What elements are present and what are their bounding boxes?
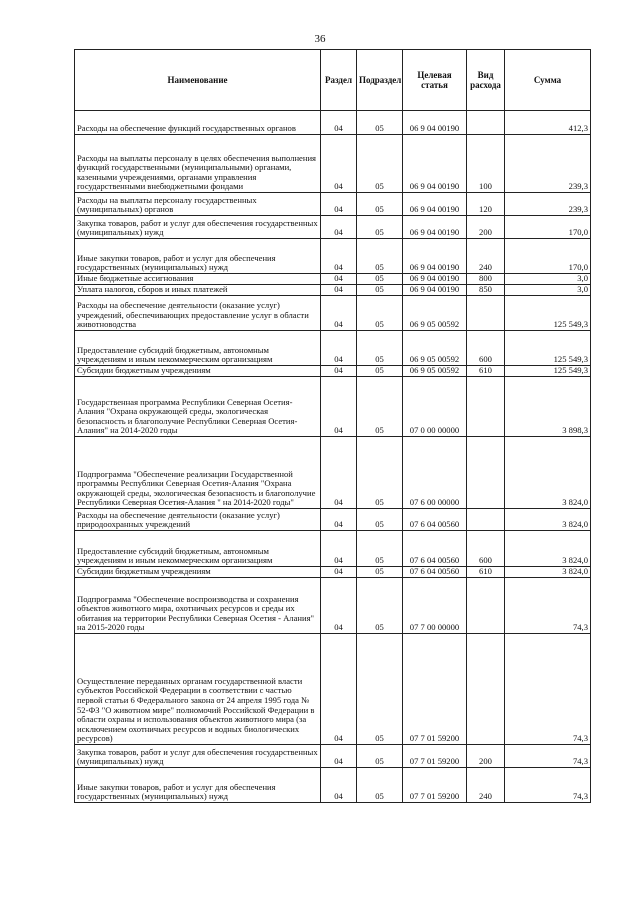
row-amount-cell: 74,3: [505, 768, 591, 803]
row-name-cell: Иные закупки товаров, работ и услуг для обеспечения государственных (муниципальных) нужд: [75, 239, 321, 274]
row-amount-cell: 239,3: [505, 135, 591, 193]
row-amount-cell: 3 898,3: [505, 377, 591, 437]
row-section-cell: 04: [321, 634, 357, 745]
row-expense-type-cell: 610: [467, 366, 505, 377]
row-name-cell: Расходы на выплаты персоналу государственных (муниципальных) органов: [75, 193, 321, 216]
table-row: [75, 296, 591, 331]
row-target-cell: 07 6 04 00560: [403, 531, 467, 567]
row-expense-type-cell: 240: [467, 768, 505, 803]
row-target-cell: 06 9 04 00190: [403, 239, 467, 274]
row-section-cell: 04: [321, 377, 357, 437]
row-section-cell: 04: [321, 274, 357, 285]
row-section-cell: 04: [321, 193, 357, 216]
row-expense-type-cell: [467, 377, 505, 437]
row-section-cell: 04: [321, 745, 357, 768]
row-target-cell: 06 9 04 00190: [403, 193, 467, 216]
row-name-cell: Осуществление переданных органам государственной власти субъектов Российской Федерации в соответствии с частью первой статьи 6 Федерального закона от 24 апреля 1995 года № 52-ФЗ "О животном мире" полномочий Российской Федерации в области охраны и использования объектов животного мира (за исключением охотничьих ресурсов и водных биологических ресурсов): [75, 634, 321, 745]
row-target-cell: 06 9 04 00190: [403, 274, 467, 285]
column-header-name: Наименование: [75, 50, 321, 111]
page-number: 36: [314, 33, 326, 45]
row-section-cell: 04: [321, 331, 357, 366]
row-target-cell: 06 9 04 00190: [403, 135, 467, 193]
row-section-cell: 04: [321, 531, 357, 567]
row-target-cell: 07 6 00 00000: [403, 437, 467, 509]
table-row: [75, 567, 591, 578]
row-section-cell: 04: [321, 239, 357, 274]
row-section-cell: 04: [321, 567, 357, 578]
table-row: [75, 578, 591, 634]
row-subsection-cell: 05: [357, 768, 403, 803]
table-row: [75, 437, 591, 509]
row-amount-cell: 125 549,3: [505, 366, 591, 377]
row-expense-type-cell: 610: [467, 567, 505, 578]
row-section-cell: 04: [321, 296, 357, 331]
row-subsection-cell: 05: [357, 285, 403, 296]
row-name-cell: Предоставление субсидий бюджетным, автономным учреждениям и иным некоммерческим организациям: [75, 331, 321, 366]
row-name-cell: Предоставление субсидий бюджетным, автономным учреждениям и иным некоммерческим организациям: [75, 531, 321, 567]
row-section-cell: 04: [321, 135, 357, 193]
row-subsection-cell: 05: [357, 274, 403, 285]
table-row: [75, 366, 591, 377]
row-section-cell: 04: [321, 768, 357, 803]
row-target-cell: 07 0 00 00000: [403, 377, 467, 437]
row-subsection-cell: 05: [357, 111, 403, 135]
row-target-cell: 06 9 04 00190: [403, 111, 467, 135]
table-row: [75, 274, 591, 285]
column-header-target: Целевая статья: [403, 50, 467, 111]
table-row: [75, 239, 591, 274]
row-expense-type-cell: 600: [467, 331, 505, 366]
row-subsection-cell: 05: [357, 634, 403, 745]
row-subsection-cell: 05: [357, 578, 403, 634]
row-target-cell: 07 7 01 59200: [403, 768, 467, 803]
row-expense-type-cell: [467, 578, 505, 634]
table-row: [75, 531, 591, 567]
row-section-cell: 04: [321, 216, 357, 239]
row-section-cell: 04: [321, 285, 357, 296]
row-target-cell: 06 9 04 00190: [403, 216, 467, 239]
row-subsection-cell: 05: [357, 296, 403, 331]
row-amount-cell: 170,0: [505, 239, 591, 274]
row-name-cell: Уплата налогов, сборов и иных платежей: [75, 285, 321, 296]
row-amount-cell: 3 824,0: [505, 437, 591, 509]
row-name-cell: Субсидии бюджетным учреждениям: [75, 567, 321, 578]
row-expense-type-cell: 800: [467, 274, 505, 285]
table-row: [75, 745, 591, 768]
table-header-row: [75, 50, 591, 111]
row-expense-type-cell: 200: [467, 745, 505, 768]
table-row: [75, 634, 591, 745]
row-name-cell: Расходы на обеспечение деятельности (оказание услуг) учреждений, обеспечивающих предоставление услуг в области животноводства: [75, 296, 321, 331]
row-subsection-cell: 05: [357, 331, 403, 366]
row-amount-cell: 125 549,3: [505, 331, 591, 366]
column-header-amount: Сумма: [505, 50, 591, 111]
table-row: [75, 768, 591, 803]
row-expense-type-cell: [467, 437, 505, 509]
row-expense-type-cell: [467, 634, 505, 745]
row-name-cell: Закупка товаров, работ и услуг для обеспечения государственных (муниципальных) нужд: [75, 216, 321, 239]
row-expense-type-cell: [467, 111, 505, 135]
row-amount-cell: 3 824,0: [505, 567, 591, 578]
row-section-cell: 04: [321, 578, 357, 634]
row-target-cell: 07 6 04 00560: [403, 567, 467, 578]
table-row: [75, 285, 591, 296]
row-expense-type-cell: 240: [467, 239, 505, 274]
row-amount-cell: 3,0: [505, 274, 591, 285]
row-expense-type-cell: 100: [467, 135, 505, 193]
row-subsection-cell: 05: [357, 135, 403, 193]
table-row: [75, 216, 591, 239]
row-amount-cell: 74,3: [505, 745, 591, 768]
row-name-cell: Иные бюджетные ассигнования: [75, 274, 321, 285]
table-body: [75, 111, 591, 803]
table-row: [75, 509, 591, 531]
row-expense-type-cell: [467, 509, 505, 531]
table-row: [75, 377, 591, 437]
row-section-cell: 04: [321, 111, 357, 135]
row-amount-cell: 125 549,3: [505, 296, 591, 331]
row-subsection-cell: 05: [357, 531, 403, 567]
row-subsection-cell: 05: [357, 567, 403, 578]
row-subsection-cell: 05: [357, 745, 403, 768]
row-name-cell: Субсидии бюджетным учреждениям: [75, 366, 321, 377]
row-subsection-cell: 05: [357, 377, 403, 437]
row-amount-cell: 3,0: [505, 285, 591, 296]
row-amount-cell: 3 824,0: [505, 531, 591, 567]
row-target-cell: 06 9 05 00592: [403, 331, 467, 366]
row-name-cell: Государственная программа Республики Северная Осетия-Алания "Охрана окружающей среды, экологическая безопасность и благополучие Республики Северная Осетия-Алания" на 2014-2020 годы: [75, 377, 321, 437]
row-target-cell: 07 7 01 59200: [403, 745, 467, 768]
row-amount-cell: 239,3: [505, 193, 591, 216]
row-target-cell: 07 7 00 00000: [403, 578, 467, 634]
row-name-cell: Иные закупки товаров, работ и услуг для обеспечения государственных (муниципальных) нужд: [75, 768, 321, 803]
column-header-expense-type: Вид расхода: [467, 50, 505, 111]
table-row: [75, 135, 591, 193]
row-name-cell: Закупка товаров, работ и услуг для обеспечения государственных (муниципальных) нужд: [75, 745, 321, 768]
row-subsection-cell: 05: [357, 216, 403, 239]
table-row: [75, 111, 591, 135]
table-row: [75, 193, 591, 216]
row-name-cell: Подпрограмма "Обеспечение воспроизводства и сохранения объектов животного мира, охотничьих ресурсов и среды их обитания на территории Республики Северная Осетия - Алания" на 2015-2020 годы: [75, 578, 321, 634]
row-target-cell: 07 7 01 59200: [403, 634, 467, 745]
row-subsection-cell: 05: [357, 437, 403, 509]
row-name-cell: Подпрограмма "Обеспечение реализации Государственной программы Республики Северная Осетия-Алания "Охрана окружающей среды, экологическая безопасность и благополучие Республики Северная Осетия-Алания " на 2014-2020 годы": [75, 437, 321, 509]
row-target-cell: 06 9 04 00190: [403, 285, 467, 296]
row-name-cell: Расходы на обеспечение функций государственных органов: [75, 111, 321, 135]
row-subsection-cell: 05: [357, 193, 403, 216]
row-section-cell: 04: [321, 437, 357, 509]
column-header-section: Раздел: [321, 50, 357, 111]
row-target-cell: 06 9 05 00592: [403, 366, 467, 377]
row-amount-cell: 74,3: [505, 578, 591, 634]
row-subsection-cell: 05: [357, 509, 403, 531]
row-subsection-cell: 05: [357, 366, 403, 377]
row-expense-type-cell: 120: [467, 193, 505, 216]
row-name-cell: Расходы на обеспечение деятельности (оказание услуг) природоохранных учреждений: [75, 509, 321, 531]
row-target-cell: 07 6 04 00560: [403, 509, 467, 531]
row-amount-cell: 3 824,0: [505, 509, 591, 531]
row-expense-type-cell: 200: [467, 216, 505, 239]
row-subsection-cell: 05: [357, 239, 403, 274]
column-header-subsection: Подраздел: [357, 50, 403, 111]
row-expense-type-cell: 850: [467, 285, 505, 296]
row-amount-cell: 412,3: [505, 111, 591, 135]
row-expense-type-cell: [467, 296, 505, 331]
row-amount-cell: 170,0: [505, 216, 591, 239]
row-section-cell: 04: [321, 366, 357, 377]
row-amount-cell: 74,3: [505, 634, 591, 745]
row-name-cell: Расходы на выплаты персоналу в целях обеспечения выполнения функций государственными (муниципальными) органами, казенными учреждениями, органами управления государственными внебюджетными фондами: [75, 135, 321, 193]
row-expense-type-cell: 600: [467, 531, 505, 567]
row-target-cell: 06 9 05 00592: [403, 296, 467, 331]
table-row: [75, 331, 591, 366]
budget-table: [74, 49, 591, 803]
row-section-cell: 04: [321, 509, 357, 531]
